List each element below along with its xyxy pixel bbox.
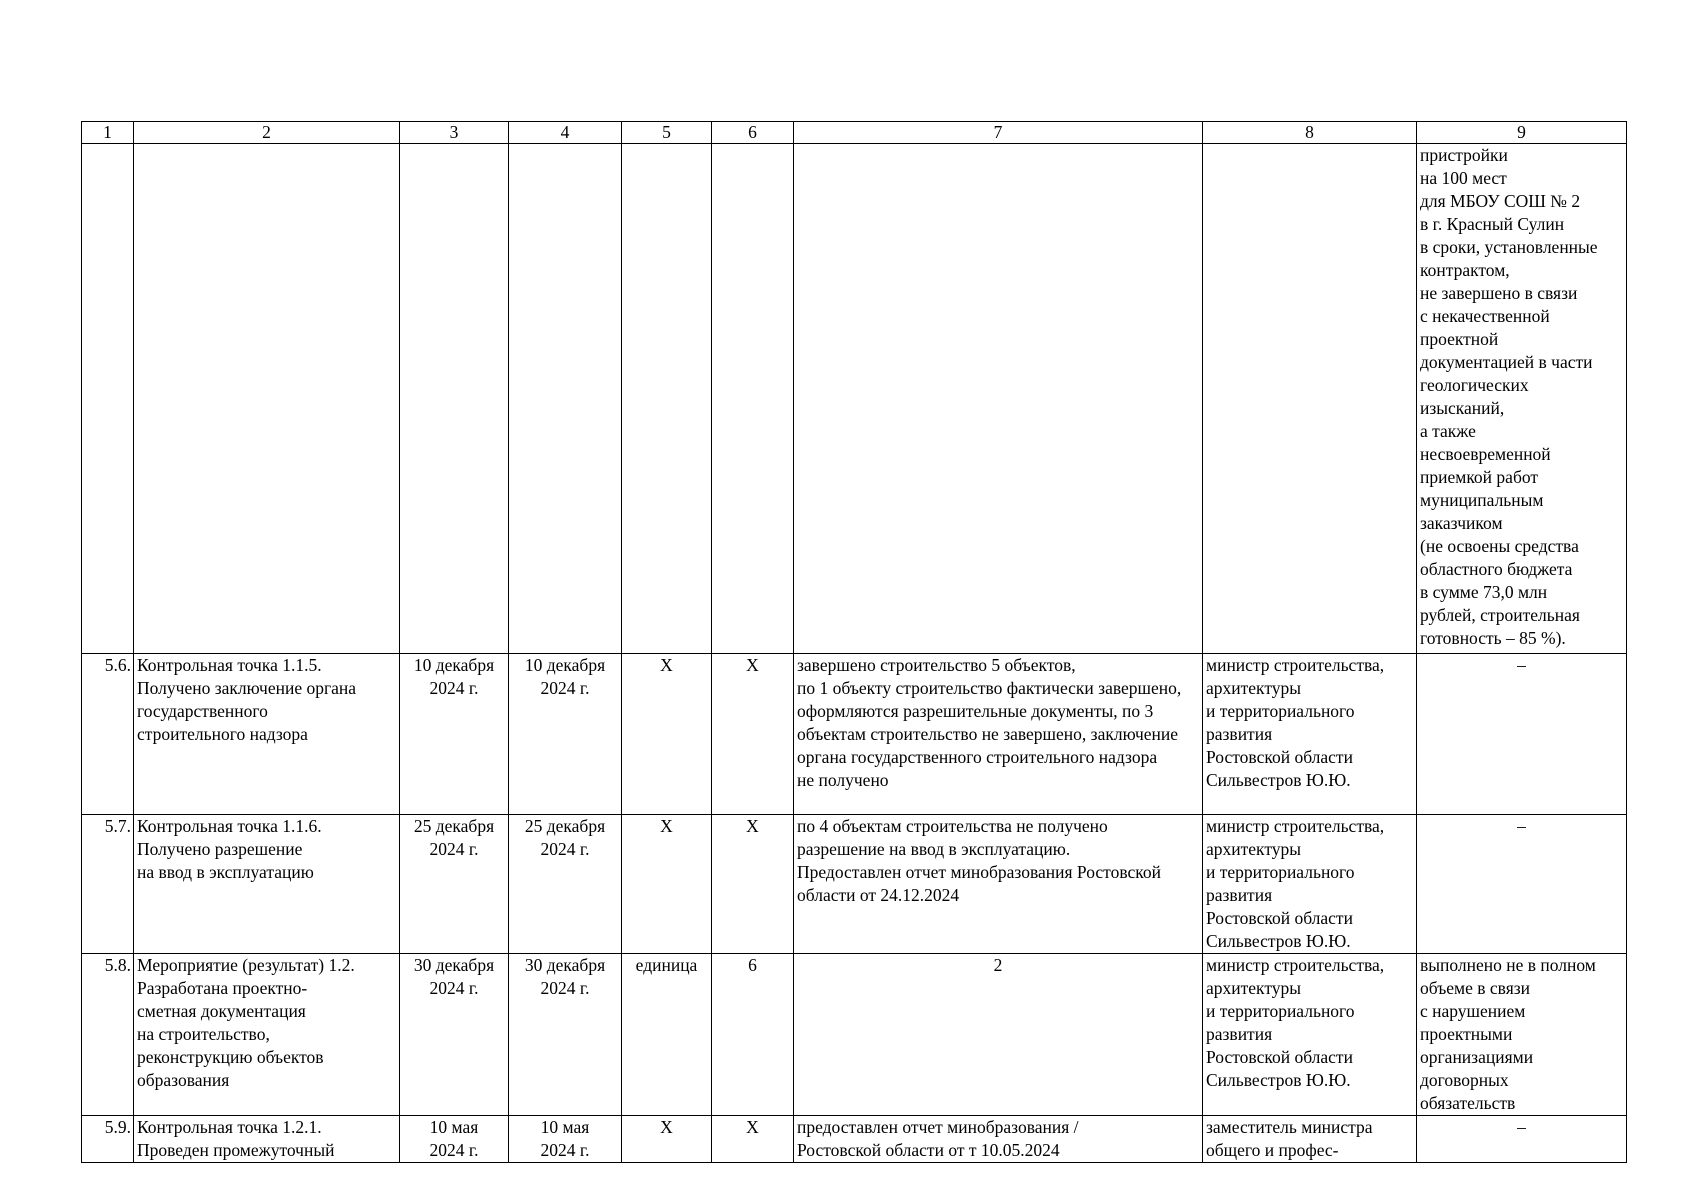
table-row: [82, 954, 1627, 1116]
empty-cell: [712, 144, 794, 654]
note-cell: –: [1417, 1116, 1627, 1163]
table-row: [82, 1116, 1627, 1163]
empty-cell: [622, 144, 712, 654]
responsible-cell: министр строительства, архитектуры и территориального развития Ростовской области Сильвестров Ю.Ю.: [1203, 815, 1417, 954]
date-plan-cell: 30 декабря 2024 г.: [400, 954, 509, 1116]
responsible-cell: министр строительства, архитектуры и территориального развития Ростовской области Сильвестров Ю.Ю.: [1203, 954, 1417, 1116]
unit-cell: единица: [622, 954, 712, 1116]
row-number: 5.6.: [82, 654, 134, 815]
name-cell: Контрольная точка 1.2.1. Проведен промежуточный: [134, 1116, 400, 1163]
column-number-4: 4: [509, 122, 622, 144]
column-number-row: [82, 122, 1627, 144]
note-cell: –: [1417, 815, 1627, 954]
value-cell: X: [712, 654, 794, 815]
date-plan-cell: 10 мая 2024 г.: [400, 1116, 509, 1163]
date-fact-cell: 10 мая 2024 г.: [509, 1116, 622, 1163]
date-fact-cell: 25 декабря 2024 г.: [509, 815, 622, 954]
responsible-cell: заместитель министра общего и профес-: [1203, 1116, 1417, 1163]
column-number-9: 9: [1417, 122, 1627, 144]
empty-cell: [794, 144, 1203, 654]
row-number: 5.9.: [82, 1116, 134, 1163]
row-number: 5.8.: [82, 954, 134, 1116]
value-cell: X: [712, 1116, 794, 1163]
empty-cell: [134, 144, 400, 654]
responsible-cell: министр строительства, архитектуры и территориального развития Ростовской области Сильвестров Ю.Ю.: [1203, 654, 1417, 815]
value-cell: X: [712, 815, 794, 954]
unit-cell: X: [622, 1116, 712, 1163]
date-fact-cell: 30 декабря 2024 г.: [509, 954, 622, 1116]
name-cell: Мероприятие (результат) 1.2. Разработана проектно- сметная документация на строительство, реконструкцию объектов образования: [134, 954, 400, 1116]
column-number-3: 3: [400, 122, 509, 144]
empty-cell: [82, 144, 134, 654]
note-cell: –: [1417, 654, 1627, 815]
column-number-6: 6: [712, 122, 794, 144]
date-plan-cell: 10 декабря 2024 г.: [400, 654, 509, 815]
note-cell: выполнено не в полном объеме в связи с нарушением проектными организациями договорных обязательств: [1417, 954, 1627, 1116]
unit-cell: X: [622, 815, 712, 954]
date-plan-cell: 25 декабря 2024 г.: [400, 815, 509, 954]
name-cell: Контрольная точка 1.1.5. Получено заключение органа государственного строительного надзора: [134, 654, 400, 815]
row-number: 5.7.: [82, 815, 134, 954]
column-number-8: 8: [1203, 122, 1417, 144]
column-number-1: 1: [82, 122, 134, 144]
result-cell: 2: [794, 954, 1203, 1116]
report-table: [81, 121, 1627, 1163]
table-row: [82, 815, 1627, 954]
column-number-7: 7: [794, 122, 1203, 144]
result-cell: по 4 объектам строительства не получено разрешение на ввод в эксплуатацию. Предоставлен отчет минобразования Ростовской области от 24.12.2024: [794, 815, 1203, 954]
column-number-2: 2: [134, 122, 400, 144]
date-fact-cell: 10 декабря 2024 г.: [509, 654, 622, 815]
unit-cell: X: [622, 654, 712, 815]
empty-cell: [509, 144, 622, 654]
value-cell: 6: [712, 954, 794, 1116]
empty-cell: [1203, 144, 1417, 654]
result-cell: завершено строительство 5 объектов, по 1 объекту строительство фактически завершено, оформляются разрешительные документы, по 3 объектам строительство не завершено, заключение органа государственного строительного надзора не получено: [794, 654, 1203, 815]
empty-cell: [400, 144, 509, 654]
table-row-continuation: [82, 144, 1627, 654]
result-cell: предоставлен отчет минобразования / Ростовской области от т 10.05.2024: [794, 1116, 1203, 1163]
table-row: [82, 654, 1627, 815]
note-cell: пристройки на 100 мест для МБОУ СОШ № 2 в г. Красный Сулин в сроки, установленные контрактом, не завершено в связи с некачественной проектной документацией в части геологических изысканий, а также несвоевременной приемкой работ муниципальным заказчиком (не освоены средства областного бюджета в сумме 73,0 млн рублей, строительная готовность – 85 %).: [1417, 144, 1627, 654]
column-number-5: 5: [622, 122, 712, 144]
name-cell: Контрольная точка 1.1.6. Получено разрешение на ввод в эксплуатацию: [134, 815, 400, 954]
